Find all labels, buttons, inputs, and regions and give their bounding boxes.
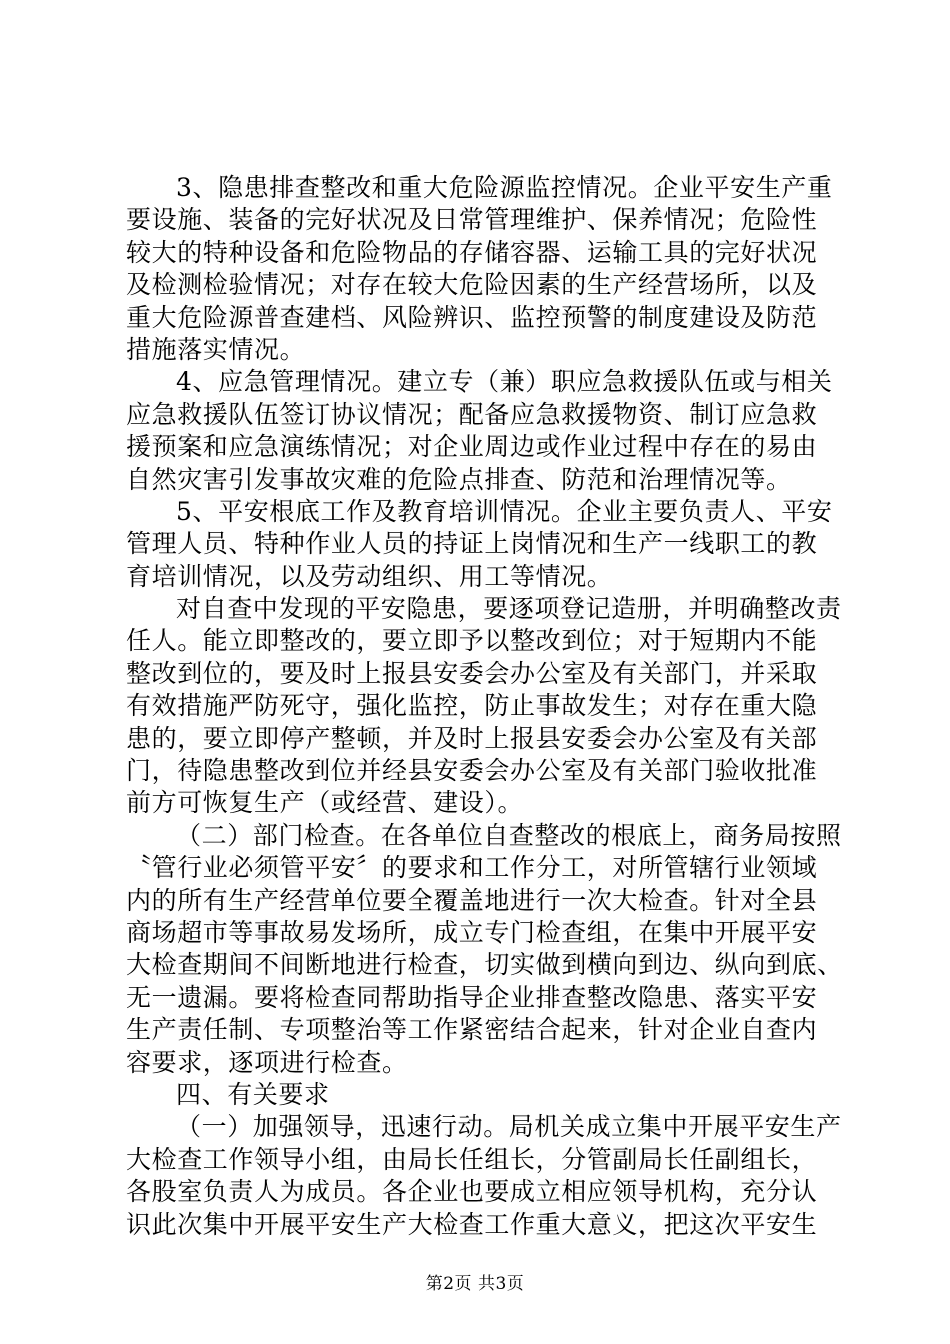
text-line: 无一遗漏。要将检查同帮助指导企业排查整改隐患、落实平安 — [126, 982, 818, 1012]
text-line: 大检查期间不间断地进行检查，切实做到横向到边、纵向到底、 — [126, 950, 843, 980]
text-line: （一）加强领导，迅速行动。局机关成立集中开展平安生产 — [176, 1112, 842, 1142]
text-line: 措施落实情况。 — [126, 334, 306, 364]
text-line: 自然灾害引发事故灾难的危险点排查、防范和治理情况等。 — [126, 464, 792, 494]
text-line: 商场超市等事故易发场所，成立专门检查组，在集中开展平安 — [126, 917, 818, 947]
text-line: 4、应急管理情况。建立专（兼）职应急救援队伍或与相关 — [176, 367, 833, 397]
text-line: 5、平安根底工作及教育培训情况。企业主要负责人、平安 — [176, 496, 833, 526]
text-line: 对自查中发现的平安隐患，要逐项登记造册，并明确整改责 — [176, 594, 842, 624]
text-line: 任人。能立即整改的，要立即予以整改到位；对于短期内不能 — [126, 626, 818, 656]
text-line: 容要求，逐项进行检查。 — [126, 1047, 408, 1077]
text-line: 整改到位的，要及时上报县安委会办公室及有关部门，并采取 — [126, 658, 818, 688]
text-line: 重大危险源普查建档、风险辨识、监控预警的制度建设及防范 — [126, 302, 818, 332]
text-line: 生产责任制、专项整治等工作紧密结合起来，针对企业自查内 — [126, 1015, 818, 1045]
document-body — [126, 172, 843, 1241]
text-line: 患的，要立即停产整顿，并及时上报县安委会办公室及有关部 — [126, 723, 818, 753]
text-line: 门，待隐患整改到位并经县安委会办公室及有关部门验收批准 — [126, 756, 818, 786]
text-line: 内的所有生产经营单位要全覆盖地进行一次大检查。针对全县 — [126, 885, 818, 915]
text-line: 要设施、装备的完好状况及日常管理维护、保养情况；危险性 — [126, 205, 818, 235]
text-line: 管理人员、特种作业人员的持证上岗情况和生产一线职工的教 — [126, 529, 818, 559]
text-line: （二）部门检查。在各单位自查整改的根底上，商务局按照 — [176, 820, 842, 850]
text-line: 识此次集中开展平安生产大检查工作重大意义，把这次平安生 — [126, 1209, 818, 1239]
text-line: 较大的特种设备和危险物品的存储容器、运输工具的完好状况 — [126, 237, 818, 267]
page-footer: 第2页 共3页 — [425, 1274, 525, 1294]
text-line: 及检测检验情况；对存在较大危险因素的生产经营场所，以及 — [126, 270, 818, 300]
text-line: 育培训情况，以及劳动组织、用工等情况。 — [126, 561, 613, 591]
text-line: 〝管行业必须管平安〞的要求和工作分工，对所管辖行业领域 — [126, 853, 818, 883]
text-line: 四、有关要求 — [176, 1079, 330, 1109]
text-line: 3、隐患排查整改和重大危险源监控情况。企业平安生产重 — [176, 173, 833, 202]
text-line: 有效措施严防死守，强化监控，防止事故发生；对存在重大隐 — [126, 691, 818, 721]
text-line: 援预案和应急演练情况；对企业周边或作业过程中存在的易由 — [126, 432, 818, 462]
text-line: 前方可恢复生产（或经营、建设）。 — [126, 788, 524, 818]
text-line: 大检查工作领导小组，由局长任组长，分管副局长任副组长， — [126, 1144, 818, 1174]
text-line: 各股室负责人为成员。各企业也要成立相应领导机构，充分认 — [126, 1177, 818, 1207]
text-line: 应急救援队伍签订协议情况；配备应急救援物资、制订应急救 — [126, 399, 818, 429]
